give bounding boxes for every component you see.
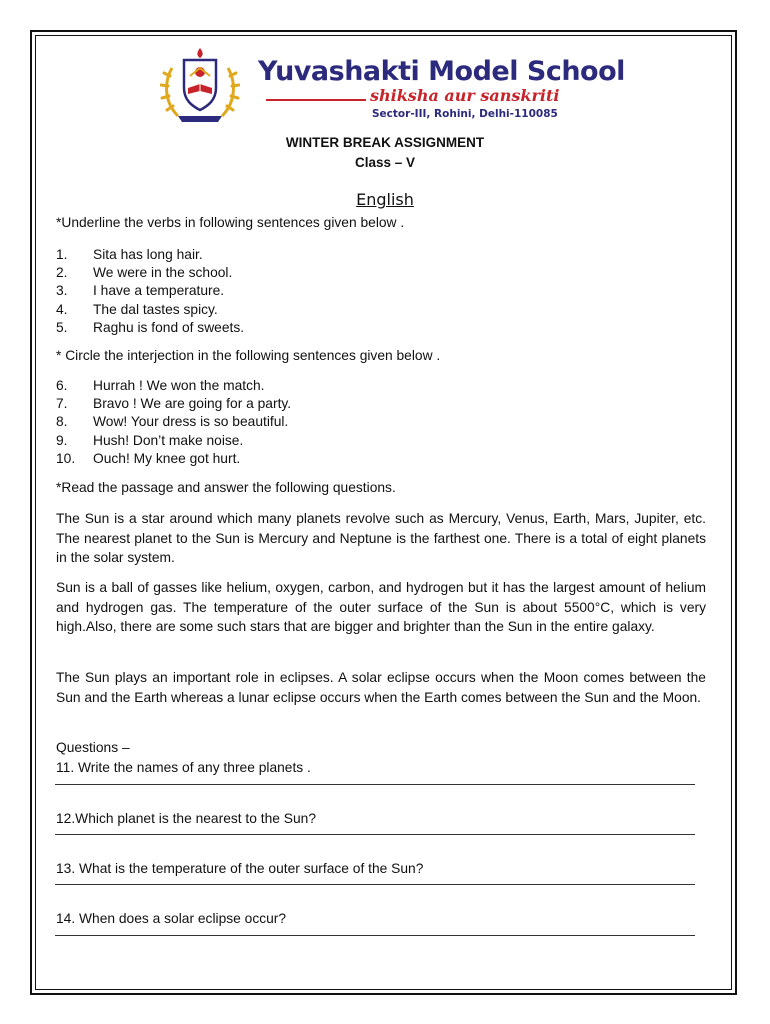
answer-line[interactable] xyxy=(55,784,695,785)
passage-paragraph: The Sun plays an important role in eclipses. A solar eclipse occurs when the Moon comes between the Sun and the Earth whereas a lunar eclipse occurs when the Earth comes between the Sun and the Moon. xyxy=(56,670,706,705)
interjection-sentence-list xyxy=(56,377,291,468)
list-item xyxy=(56,377,291,395)
section1-instruction: *Underline the verbs in following sentences given below . xyxy=(56,215,405,230)
list-item xyxy=(56,246,244,264)
question-13: 13. What is the temperature of the outer surface of the Sun? xyxy=(56,861,424,876)
verbs-sentence-list xyxy=(56,246,244,337)
list-item xyxy=(56,301,244,319)
list-item-text: Hush! Don’t make noise. xyxy=(93,432,244,448)
list-item-number: 8. xyxy=(56,414,68,430)
list-item-text: We were in the school. xyxy=(93,265,233,281)
list-item-number: 6. xyxy=(56,378,68,393)
list-item xyxy=(56,395,291,413)
list-item-number: 5. xyxy=(56,319,68,335)
list-item-text: The dal tastes spicy. xyxy=(93,301,218,317)
list-item-number: 2. xyxy=(56,265,68,281)
list-item xyxy=(56,450,291,468)
answer-line[interactable] xyxy=(55,834,695,835)
list-item xyxy=(56,432,291,450)
questions-heading: Questions – xyxy=(56,740,130,755)
list-item xyxy=(56,282,244,300)
answer-line[interactable] xyxy=(55,935,695,936)
list-item-text: Ouch! My knee got hurt. xyxy=(93,450,241,466)
list-item-text: Sita has long hair. xyxy=(93,247,203,262)
list-item-number: 9. xyxy=(56,432,68,448)
list-item-text: I have a temperature. xyxy=(93,283,225,299)
class-label: Class – V xyxy=(354,155,416,170)
question-14: 14. When does a solar eclipse occur? xyxy=(56,911,287,926)
school-name: Yuvashakti Model School xyxy=(258,56,625,87)
question-12: 12.Which planet is the nearest to the Sun? xyxy=(56,811,317,826)
section2-instruction: * Circle the interjection in the following sentences given below . xyxy=(56,348,441,363)
list-item-number: 10. xyxy=(56,450,76,466)
list-item-text: Hurrah ! We won the match. xyxy=(93,378,265,393)
list-item xyxy=(56,413,291,431)
list-item-number: 4. xyxy=(56,301,68,317)
passage-paragraph: Sun is a ball of gasses like helium, oxygen, carbon, and hydrogen but it has the largest amount of helium and hydrogen gas. The temperature of the outer surface of the Sun is about 5500°C, which is very high.Also, there are some such stars that are bigger and brighter than the Sun in the entire galaxy. xyxy=(56,580,706,634)
list-item-text: Bravo ! We are going for a party. xyxy=(93,396,292,412)
answer-line[interactable] xyxy=(55,884,695,885)
school-emblem-icon xyxy=(160,46,240,128)
subject-heading: English xyxy=(356,190,414,209)
list-item-number: 1. xyxy=(56,247,68,262)
list-item-number: 7. xyxy=(56,396,68,412)
list-item-text: Raghu is fond of sweets. xyxy=(93,319,245,335)
list-item xyxy=(56,319,244,337)
section3-instruction: *Read the passage and answer the following questions. xyxy=(56,480,396,495)
list-item xyxy=(56,264,244,282)
passage-paragraph: The Sun is a star around which many planets revolve such as Mercury, Venus, Earth, Mars, Jupiter, etc. The nearest planet to the Sun is Mercury and Neptune is the farthest one. There is a total of eight planets in the solar system. xyxy=(56,511,706,565)
tagline-rule xyxy=(266,99,366,101)
list-item-number: 3. xyxy=(56,283,68,299)
school-tagline: shiksha aur sanskriti xyxy=(370,86,560,105)
school-address: Sector-III, Rohini, Delhi-110085 xyxy=(372,108,558,120)
list-item-text: Wow! Your dress is so beautiful. xyxy=(93,414,289,430)
question-11: 11. Write the names of any three planets . xyxy=(56,760,311,775)
assignment-title: WINTER BREAK ASSIGNMENT xyxy=(285,135,485,150)
